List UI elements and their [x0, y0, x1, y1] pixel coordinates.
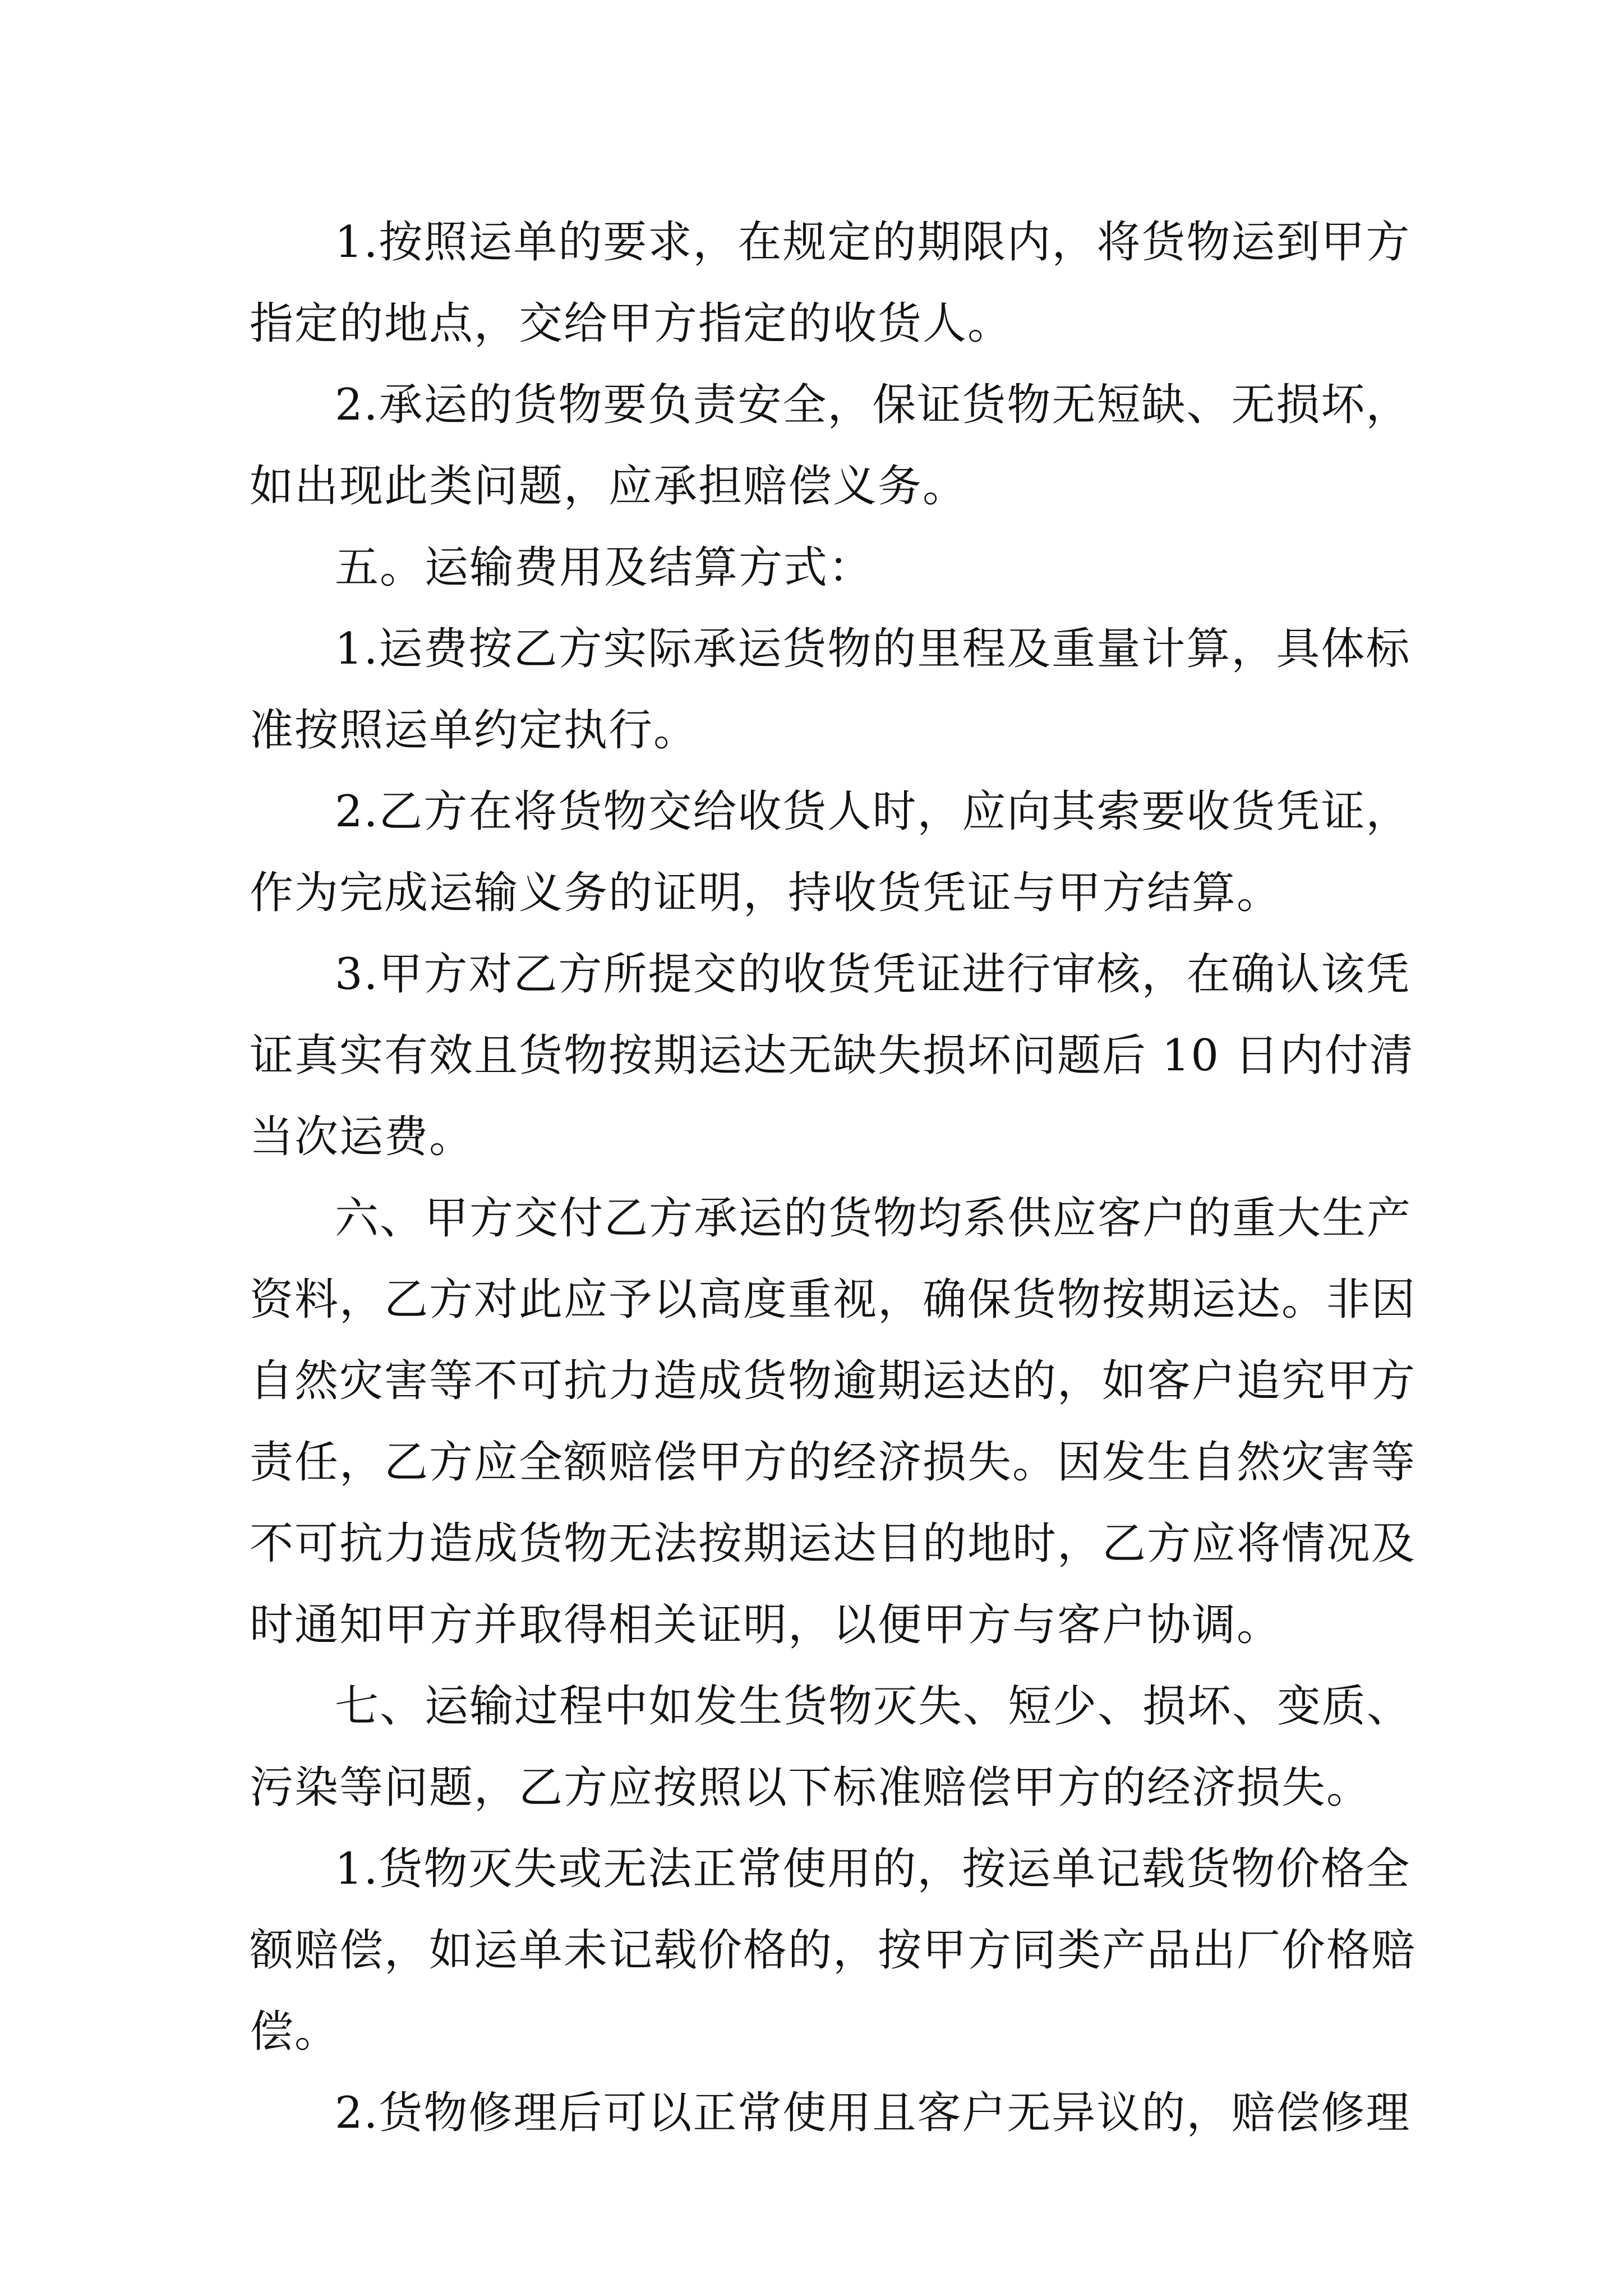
text-line: 资料，乙方对此应予以高度重视，确保货物按期运达。非因: [250, 1274, 1417, 1325]
text-line: 污染等问题，乙方应按照以下标准赔偿甲方的经济损失。: [250, 1763, 1372, 1813]
text-line: 七、运输过程中如发生货物灭失、短少、损坏、变质、: [335, 1681, 1412, 1732]
text-line: 指定的地点，交给甲方指定的收货人。: [250, 298, 1013, 349]
text-line: 额赔偿，如运单未记载价格的，按甲方同类产品出厂价格赔: [250, 1925, 1417, 1976]
text-line: 六、甲方交付乙方承运的货物均系供应客户的重大生产: [335, 1193, 1412, 1244]
text-line: 如出现此类问题，应承担赔偿义务。: [250, 461, 968, 512]
text-line: 1.运费按乙方实际承运货物的里程及重量计算，具体标: [335, 624, 1411, 674]
text-line: 1.货物灭失或无法正常使用的，按运单记载货物价格全: [335, 1844, 1411, 1894]
text-line: 证真实有效且货物按期运达无缺失损坏问题后 10 日内付清: [250, 1030, 1414, 1081]
text-line: 时通知甲方并取得相关证明，以便甲方与客户协调。: [250, 1600, 1282, 1650]
section-heading: 五。运输费用及结算方式：: [335, 542, 874, 593]
text-line: 2.承运的货物要负责安全，保证货物无短缺、无损坏，: [335, 380, 1411, 430]
text-line: 1.按照运单的要求，在规定的期限内，将货物运到甲方: [335, 217, 1411, 268]
text-line: 自然灾害等不可抗力造成货物逾期运达的，如客户追究甲方: [250, 1356, 1417, 1406]
text-line: 当次运费。: [250, 1112, 474, 1162]
text-line: 2.乙方在将货物交给收货人时，应向其索要收货凭证，: [335, 786, 1411, 837]
text-line: 责任，乙方应全额赔偿甲方的经济损失。因发生自然灾害等: [250, 1437, 1417, 1488]
text-line: 不可抗力造成货物无法按期运达目的地时，乙方应将情况及: [250, 1519, 1417, 1569]
text-line: 偿。: [250, 2007, 340, 2057]
text-line: 3.甲方对乙方所提交的收货凭证进行审核，在确认该凭: [335, 949, 1411, 1000]
text-line: 2.货物修理后可以正常使用且客户无异议的，赔偿修理: [335, 2088, 1411, 2138]
text-line: 准按照运单约定执行。: [250, 705, 699, 756]
text-line: 作为完成运输义务的证明，持收货凭证与甲方结算。: [250, 868, 1282, 918]
